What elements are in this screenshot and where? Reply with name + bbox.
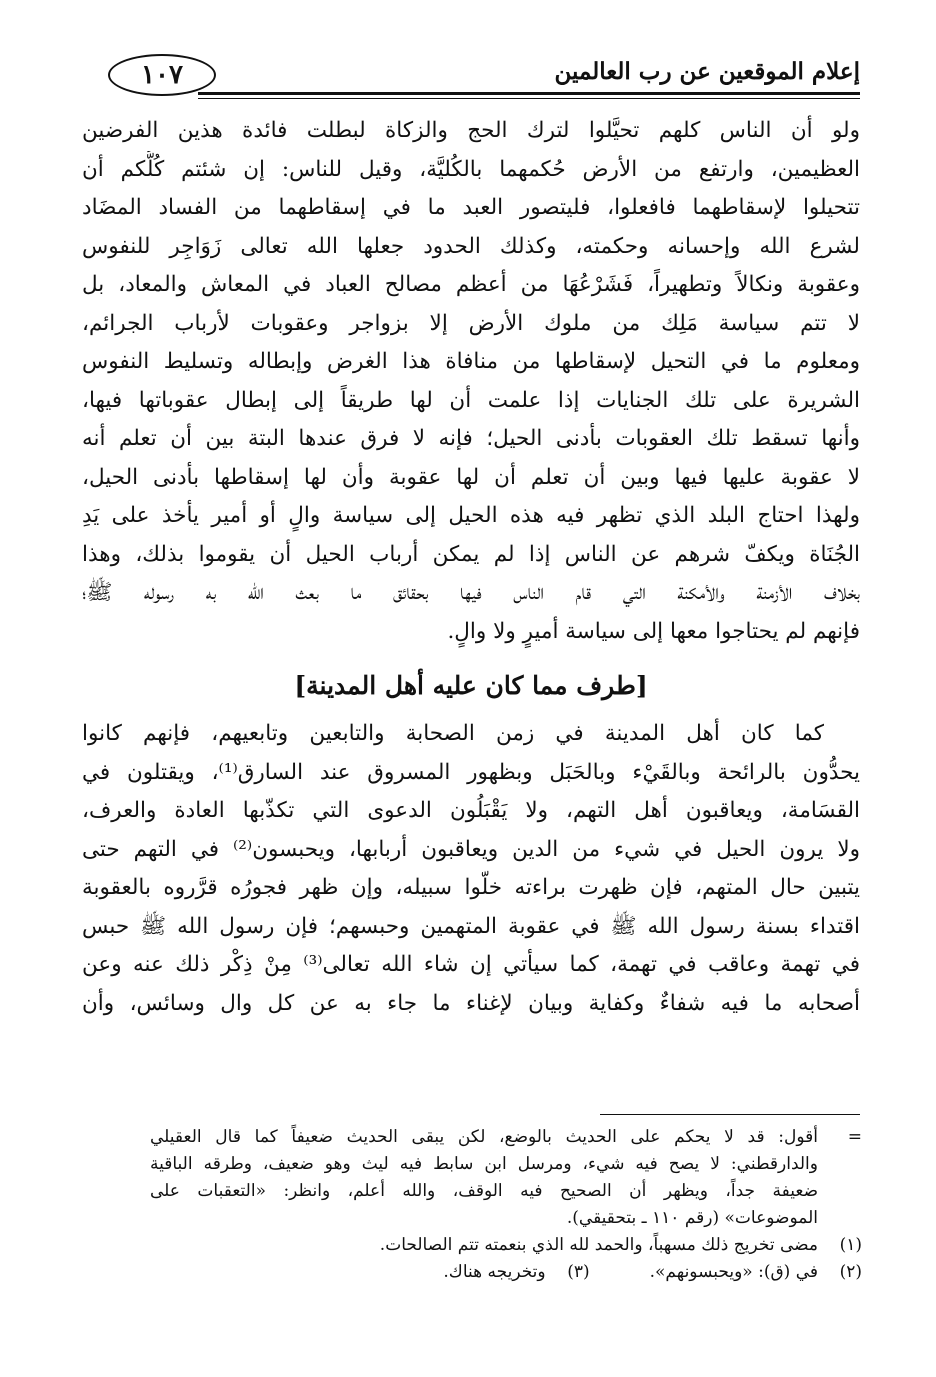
page-header xyxy=(90,52,860,102)
text-line: بخلاف الأزمنة والأمكنة التي قام الناس فيها بحقائق ما بعث الله به رسوله ﷺ؛ xyxy=(82,580,860,605)
text-line: وأنها تسقط تلك العقوبات بأدنى الحيل؛ فإنه لا فرق عندها البتة بين أن تعلم أنه xyxy=(82,426,860,451)
text-line: يتبين حال المتهم، فإن ظهرت براءته خلّوا سبيله، وإن ظهر فجورُه قرَّروه بالعقوبة xyxy=(82,875,860,900)
footnote-marker: (٢) xyxy=(839,1262,862,1282)
paragraph-1 xyxy=(82,112,860,651)
footnote-text: مضى تخريج ذلك مسهباً، والحمد لله الذي بنعمته تتم الصالحات. xyxy=(379,1235,818,1255)
footnote-marker: (٣) xyxy=(567,1262,590,1282)
footnote-line: الموضوعات» (رقم ١١٠ ـ بتحقيقي). xyxy=(566,1208,818,1228)
footnote-continuation xyxy=(150,1124,862,1232)
text-line: أصحابه ما فيه شفاءٌ وكفاية وبيان لإغناء ما جاء به عن كل وال وسائس، وأن xyxy=(82,990,860,1016)
footnote-2-3 xyxy=(150,1259,862,1286)
section-heading: [طرف مما كان عليه أهل المدينة] xyxy=(294,671,648,700)
text-line: ولا يرون الحيل في شيء من الدين ويعاقبون أربابها، ويحبسون⁽²⁾ في التهم حتى xyxy=(82,836,860,862)
text-line: يحدُّون بالرائحة وبالقَيْء وبالحَبَل وبظهور المسروق عند السارق⁽¹⁾، ويقتلون في xyxy=(82,759,860,785)
footnote-marker: (١) xyxy=(839,1235,862,1255)
text-line: وعقوبة ونكالاً وتطهيراً، فَشَرْعُهَا من أعظم مصالح العباد في المعاش والمعاد، بل xyxy=(82,272,860,297)
footnotes xyxy=(150,1124,862,1286)
text-line: اقتداء بسنة رسول الله ﷺ في عقوبة المتهمين وحبسهم؛ فإن رسول الله ﷺ حبس xyxy=(82,913,860,939)
page-number-badge xyxy=(108,54,216,96)
running-title: إعلام الموقعين عن رب العالمين xyxy=(554,58,860,85)
text-line: ولهذا احتاج البلد الذي تظهر فيه هذه الحيل إلى سياسة والٍ أو أمير يأخذ على يَدِ xyxy=(82,503,860,528)
text-line: الشريرة على تلك الجنايات إذا علمت أن لها طريقاً إلى إبطال عقوباتها فيها، xyxy=(82,387,860,413)
text-line: لا تتم سياسة مَلِك من ملوك الأرض إلا بزواجر وعقوبات لأرباب الجرائم، xyxy=(82,310,860,336)
text-line: القسَامة، ويعاقبون أهل التهم، ولا يَقْبَلُون الدعوى التي تكذّبها العادة والعرف، xyxy=(82,798,860,823)
header-rule-thin xyxy=(198,98,860,99)
text-line: العظيمين، وارتفع من الأرض حُكمهما بالكُليَّة، وقيل للناس: إن شئتم كُلُّكم أن xyxy=(82,156,860,182)
header-rule-thick xyxy=(198,92,860,95)
footnote-line: أقول: قد لا يحكم على الحديث بالوضع، لكن يبقى الحديث ضعيفاً كما قال العقيلي xyxy=(150,1127,818,1147)
text-line: تتحيلوا لإسقاطهما فافعلوا، فليتصور العبد ما في إسقاطهما من الفساد المضَاد xyxy=(82,195,860,220)
paragraph-2 xyxy=(82,715,860,1023)
footnote-1 xyxy=(150,1232,862,1259)
text-line: في تهمة وعاقب في تهمة، كما سيأتي إن شاء الله تعالى⁽³⁾ مِنْ ذِكْر ذلك عنه وعن xyxy=(82,952,860,977)
footnote-separator xyxy=(600,1114,860,1115)
main-text xyxy=(82,112,860,1023)
text-line: لشرع الله وإحسانه وحكمته، وكذلك الحدود جعلها الله تعالى زَوَاجِر للنفوس xyxy=(82,233,860,259)
text-line: لا عقوبة عليها فيها وبين أن تعلم أن لها عقوبة وأن لها إسقاطها بأدنى الحيل، xyxy=(82,464,860,490)
footnote-line: والدارقطني: لا يصح فيه شيء، ومرسل ابن سابط فيه ليث وهو ضعيف، وطرقه الباقية xyxy=(150,1154,818,1174)
footnote-line: ضعيفة جداً، ويظهر أن الصحيح فيه الوقف، والله أعلم، وانظر: «التعقبات على xyxy=(150,1181,818,1201)
text-line: الجُنَاة ويكفّ شرهم عن الناس إذا لم يمكن أرباب الحيل أن يقوموا بذلك، وهذا xyxy=(82,541,860,567)
footnote-marker: = xyxy=(847,1127,862,1147)
text-line: ومعلوم ما في التحيل لإسقاطها من منافاة هذا الغرض وإبطاله وتسليط النفوس xyxy=(82,349,860,374)
footnote-text: وتخريجه هناك. xyxy=(443,1262,546,1282)
text-line: فإنهم لم يحتاجوا معها إلى سياسة أميرٍ ولا والٍ. xyxy=(447,618,860,644)
text-line: ولو أن الناس كلهم تحيَّلوا لترك الحج والزكاة لبطلت فائدة هذين الفرضين xyxy=(82,118,860,143)
text-line: كما كان أهل المدينة في زمن الصحابة والتابعين وتابعيهم، فإنهم كانوا xyxy=(82,721,824,746)
footnote-text: في (ق): «ويحبسونهم». xyxy=(649,1262,818,1282)
page-number: ١٠٧ xyxy=(141,60,183,90)
